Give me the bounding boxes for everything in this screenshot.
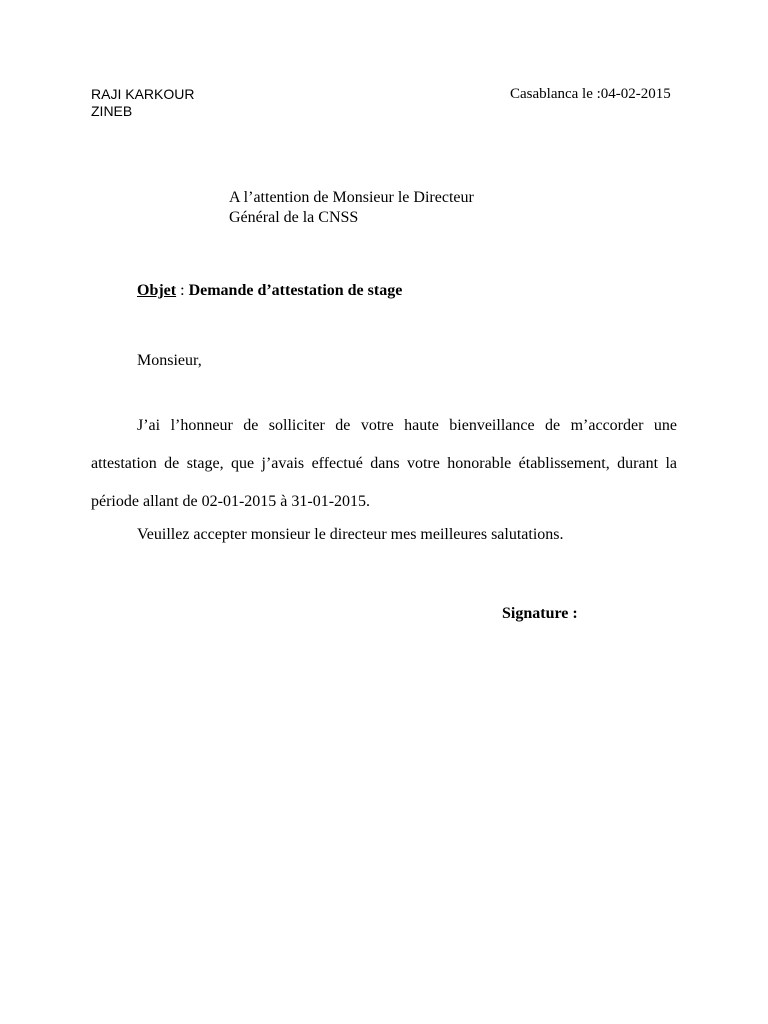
sender-block — [91, 86, 194, 120]
sender-name-line2: ZINEB — [91, 103, 133, 119]
salutation: Monsieur, — [137, 352, 202, 369]
closing-line: Veuillez accepter monsieur le directeur mes meilleures salutations. — [137, 526, 564, 543]
place-date: Casablanca le :04-02-2015 — [510, 86, 671, 102]
subject-line — [137, 281, 402, 301]
sender-name-line1: RAJI KARKOUR — [91, 86, 195, 102]
recipient-line1: A l’attention de Monsieur le Directeur — [229, 189, 474, 206]
recipient-block — [229, 188, 474, 228]
signature-label: Signature : — [502, 605, 578, 622]
body-paragraph: J’ai l’honneur de solliciter de votre haute bienveillance de m’accorder une attestation de stage, que j’avais effectué dans votre honorable établissement, durant la période allant de 02-01-2015 à 31-01-2015. — [91, 417, 677, 510]
recipient-line2: Général de la CNSS — [229, 209, 359, 226]
subject-label: Objet — [137, 282, 177, 299]
subject-separator: : — [176, 282, 189, 299]
subject-text: Demande d’attestation de stage — [188, 282, 403, 299]
